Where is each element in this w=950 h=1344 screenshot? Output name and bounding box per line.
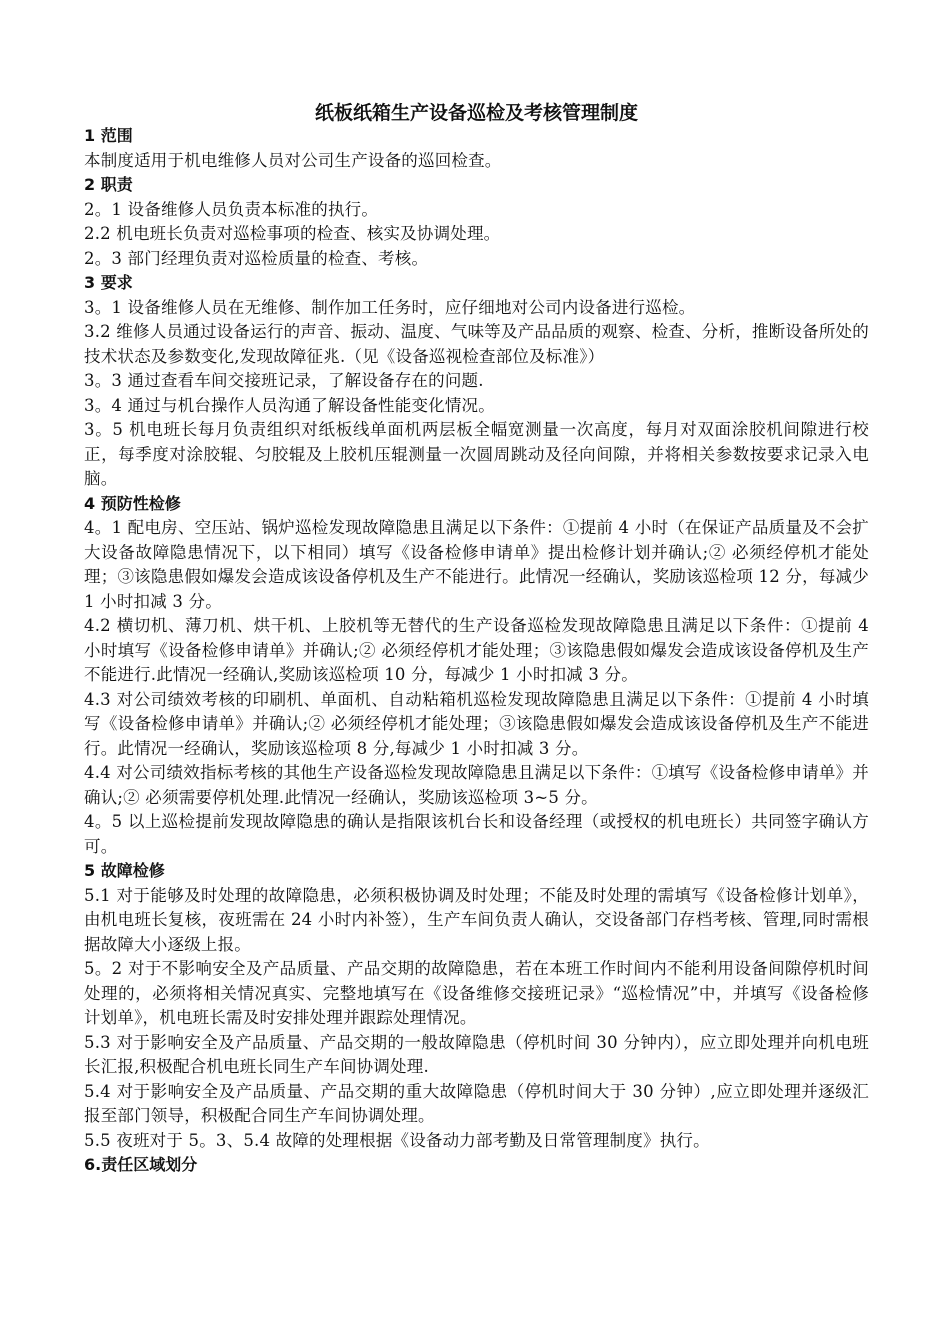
paragraph: 4.3 对公司绩效考核的印刷机、单面机、自动粘箱机巡检发现故障隐患且满足以下条件：①提前 4 小时填写《设备检修申请单》并确认;② 必须经停机才能处理；③该隐患假如爆发会造成该设备停机及生产不能进行。此情况一经确认，奖励该巡检项 8 分,每减少 1 小时扣减 3 分。 [84, 689, 869, 758]
paragraph: 5.4 对于影响安全及产品质量、产品交期的重大故障隐患（停机时间大于 30 分钟）,应立即处理并逐级汇报至部门领导，积极配合同生产车间协调处理。 [84, 1081, 869, 1125]
section-heading: 3 要求 [84, 273, 133, 292]
paragraph: 5.1 对于能够及时处理的故障隐患，必须积极协调及时处理；不能及时处理的需填写《设备检修计划单》，由机电班长复核，夜班需在 24 小时内补签），生产车间负责人确认，交设备部门存档考核、管理,同时需根据故障大小逐级上报。 [84, 885, 869, 954]
section-heading: 4 预防性检修 [84, 493, 181, 513]
document-title: 纸板纸箱生产设备巡检及考核管理制度 [314, 102, 638, 124]
paragraph: 4。5 以上巡检提前发现故障隐患的确认是指限该机台长和设备经理（或授权的机电班长）共同签字确认方可。 [84, 812, 869, 856]
paragraph: 4.4 对公司绩效指标考核的其他生产设备巡检发现故障隐患且满足以下条件：①填写《设备检修申请单》并确认;② 必须需要停机处理.此情况一经确认，奖励该巡检项 3~5 分。 [84, 763, 869, 807]
paragraph: 5.5 夜班对于 5。3、5.4 故障的处理根据《设备动力部考勤及日常管理制度》执行。 [84, 1130, 710, 1150]
paragraph: 5。2 对于不影响安全及产品质量、产品交期的故障隐患，若在本班工作时间内不能利用设备间隙停机时间处理的，必须将相关情况真实、完整地填写在《设备维修交接班记录》“巡检情况”中，并填写《设备检修计划单》，机电班长需及时安排处理并跟踪处理情况。 [84, 959, 869, 1027]
section-fault-repair [84, 859, 869, 1153]
paragraph: 4。1 配电房、空压站、锅炉巡检发现故障隐患且满足以下条件：①提前 4 小时（在保证产品质量及不会扩大设备故障隐患情况下，以下相同）填写《设备检修申请单》提出检修计划并确认;② 必须经停机才能处理；③该隐患假如爆发会造成该设备停机及生产不能进行。此情况一经确认，奖励该巡检项 12 分，每减少 1 小时扣减 3 分。 [84, 518, 869, 611]
section-preventive-maintenance [84, 492, 869, 860]
section-responsibility-areas [84, 1153, 869, 1178]
paragraph: 3。4 通过与机台操作人员沟通了解设备性能变化情况。 [84, 395, 495, 415]
paragraph: 2.2 机电班长负责对巡检事项的检查、核实及协调处理。 [84, 224, 501, 243]
paragraph: 4.2 横切机、薄刀机、烘干机、上胶机等无替代的生产设备巡检发现故障隐患且满足以下条件：①提前 4 小时填写《设备检修申请单》并确认;② 必须经停机才能处理；③该隐患假如爆发会造成该设备停机及生产不能进行.此情况一经确认,奖励该巡检项 10 分，每减少 1 小时扣减 3 分。 [84, 616, 869, 684]
paragraph: 3。5 机电班长每月负责组织对纸板线单面机两层板全幅宽测量一次高度，每月对双面涂胶机间隙进行校正，每季度对涂胶辊、匀胶辊及上胶机压辊测量一次圆周跳动及径向间隙，并将相关参数按要求记录入电脑。 [84, 420, 869, 488]
paragraph: 3。1 设备维修人员在无维修、制作加工任务时，应仔细地对公司内设备进行巡检。 [84, 297, 696, 317]
paragraph: 2。3 部门经理负责对巡检质量的检查、考核。 [84, 248, 429, 268]
paragraph: 2。1 设备维修人员负责本标准的执行。 [84, 199, 379, 219]
document-page [84, 100, 869, 1178]
paragraph: 本制度适用于机电维修人员对公司生产设备的巡回检查。 [84, 150, 502, 170]
section-duties [84, 173, 869, 271]
section-heading: 5 故障检修 [84, 861, 165, 880]
section-heading: 2 职责 [84, 175, 133, 194]
section-scope [84, 124, 869, 173]
paragraph: 3。3 通过查看车间交接班记录，了解设备存在的问题. [84, 371, 484, 390]
paragraph: 5.3 对于影响安全及产品质量、产品交期的一般故障隐患（停机时间 30 分钟内），应立即处理并向机电班长汇报,积极配合机电班长同生产车间协调处理. [84, 1032, 869, 1076]
paragraph: 3.2 维修人员通过设备运行的声音、振动、温度、气味等及产品品质的观察、检查、分析，推断设备所处的技术状态及参数变化,发现故障征兆.（见《设备巡视检查部位及标准》） [84, 322, 869, 366]
section-heading: 6.责任区域划分 [84, 1155, 198, 1174]
section-heading: 1 范围 [84, 126, 133, 145]
section-requirements [84, 271, 869, 492]
